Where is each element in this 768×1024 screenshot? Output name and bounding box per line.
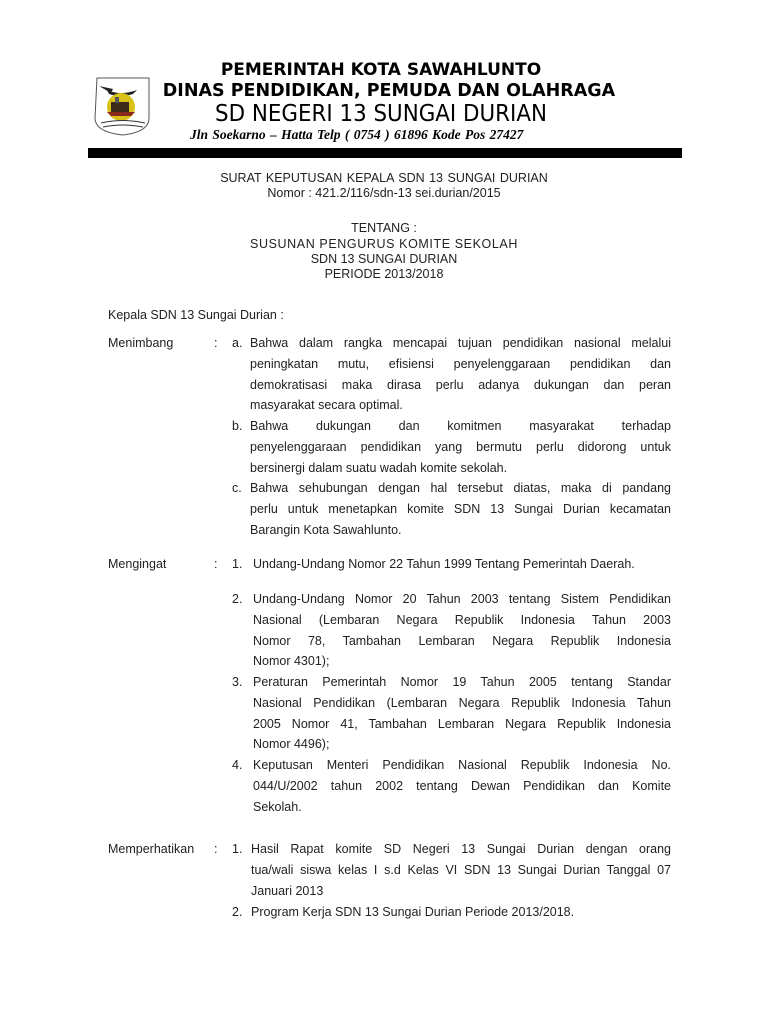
- letterhead-divider: [88, 148, 682, 158]
- list-item-line: Bahwa sehubungan dengan hal tersebut diatas, maka di pandang: [250, 481, 671, 495]
- list-item-line: Program Kerja SDN 13 Sungai Durian Periode 2013/2018.: [251, 905, 575, 919]
- section-label: Memperhatikan: [108, 842, 195, 856]
- list-marker: c.: [232, 481, 242, 495]
- list-item-line: Nasional (Lembaran Negara Republik Indonesia Tahun 2003: [253, 612, 671, 627]
- letterhead-department: DINAS PENDIDIKAN, PEMUDA DAN OLAHRAGA: [162, 81, 616, 101]
- list-marker: 2.: [232, 592, 243, 606]
- list-marker: 2.: [232, 905, 243, 919]
- letterhead-address: Jln Soekarno – Hatta Telp ( 0754 ) 61896 Kode Pos 27427: [190, 127, 524, 142]
- list-item-line: Undang-Undang Nomor 22 Tahun 1999 Tentang Pemerintah Daerah.: [253, 557, 635, 571]
- decree-about: TENTANG :: [351, 221, 417, 235]
- list-item-line: bersinergi dalam suatu wadah komite sekolah.: [250, 460, 508, 475]
- list-item-line: peningkatan mutu, efisiensi penyelenggaraan pendidikan dan: [250, 356, 671, 371]
- decree-subject-1: SUSUNAN PENGURUS KOMITE SEKOLAH: [250, 237, 518, 251]
- list-item-line: Nomor 78, Tambahan Lembaran Negara Republik Indonesia: [253, 633, 671, 648]
- list-marker: 4.: [232, 758, 243, 772]
- decree-subject-2: SDN 13 SUNGAI DURIAN: [310, 252, 458, 266]
- section-colon: :: [214, 842, 218, 856]
- list-item-line: Bahwa dalam rangka mencapai tujuan pendidikan nasional melalui: [250, 336, 671, 350]
- list-item-line: Peraturan Pemerintah Nomor 19 Tahun 2005 tentang Standar: [253, 675, 671, 689]
- decree-number: Nomor : 421.2/116/sdn-13 sei.durian/2015: [267, 186, 501, 200]
- list-item-line: tua/wali siswa kelas I s.d Kelas VI SDN 13 Sungai Durian Tanggal 07: [251, 862, 671, 877]
- list-item-line: Sekolah.: [253, 799, 302, 814]
- list-marker: a.: [232, 336, 243, 350]
- list-item-line: Nomor 4496);: [253, 737, 330, 752]
- list-item-line: 044/U/2002 tahun 2002 tentang Dewan Pendidikan dan Komite: [253, 778, 671, 793]
- decree-subject-3: PERIODE 2013/2018: [324, 267, 444, 281]
- section-label: Menimbang: [108, 336, 174, 350]
- list-item-line: perlu untuk menetapkan komite SDN 13 Sungai Durian kecamatan: [250, 501, 671, 516]
- list-item-line: Undang-Undang Nomor 20 Tahun 2003 tentang Sistem Pendidikan: [253, 592, 671, 606]
- list-item-line: Nasional Pendidikan (Lembaran Negara Republik Indonesia Tahun: [253, 695, 671, 710]
- list-item-line: penyelenggaraan pendidikan yang bermutu perlu didorong untuk: [250, 439, 671, 454]
- section-colon: :: [214, 336, 218, 350]
- list-marker: b.: [232, 419, 243, 433]
- list-item-line: Januari 2013: [251, 883, 324, 898]
- letterhead-school: SD NEGERI 13 SUNGAI DURIAN: [215, 101, 547, 127]
- list-item-line: demokratisasi maka dirasa perlu adanya dukungan dan peran: [250, 377, 671, 392]
- list-item-line: Keputusan Menteri Pendidikan Nasional Republik Indonesia No.: [253, 758, 671, 772]
- list-marker: 1.: [232, 842, 243, 856]
- list-marker: 3.: [232, 675, 243, 689]
- list-item-line: Nomor 4301);: [253, 654, 330, 669]
- opening-line: Kepala SDN 13 Sungai Durian :: [108, 308, 284, 322]
- section-label: Mengingat: [108, 557, 167, 571]
- list-item-line: 2005 Nomor 41, Tambahan Lembaran Negara Republik Indonesia: [253, 716, 671, 731]
- section-colon: :: [214, 557, 218, 571]
- letterhead-government: PEMERINTAH KOTA SAWAHLUNTO: [220, 60, 542, 80]
- list-marker: 1.: [232, 557, 243, 571]
- list-item-line: masyarakat secara optimal.: [250, 398, 403, 413]
- decree-title: SURAT KEPUTUSAN KEPALA SDN 13 SUNGAI DURIAN: [220, 171, 548, 185]
- list-item-line: Barangin Kota Sawahlunto.: [250, 522, 402, 537]
- list-item-line: Bahwa dukungan dan komitmen masyarakat terhadap: [250, 419, 671, 433]
- list-item-line: Hasil Rapat komite SD Negeri 13 Sungai Durian dengan orang: [251, 842, 671, 856]
